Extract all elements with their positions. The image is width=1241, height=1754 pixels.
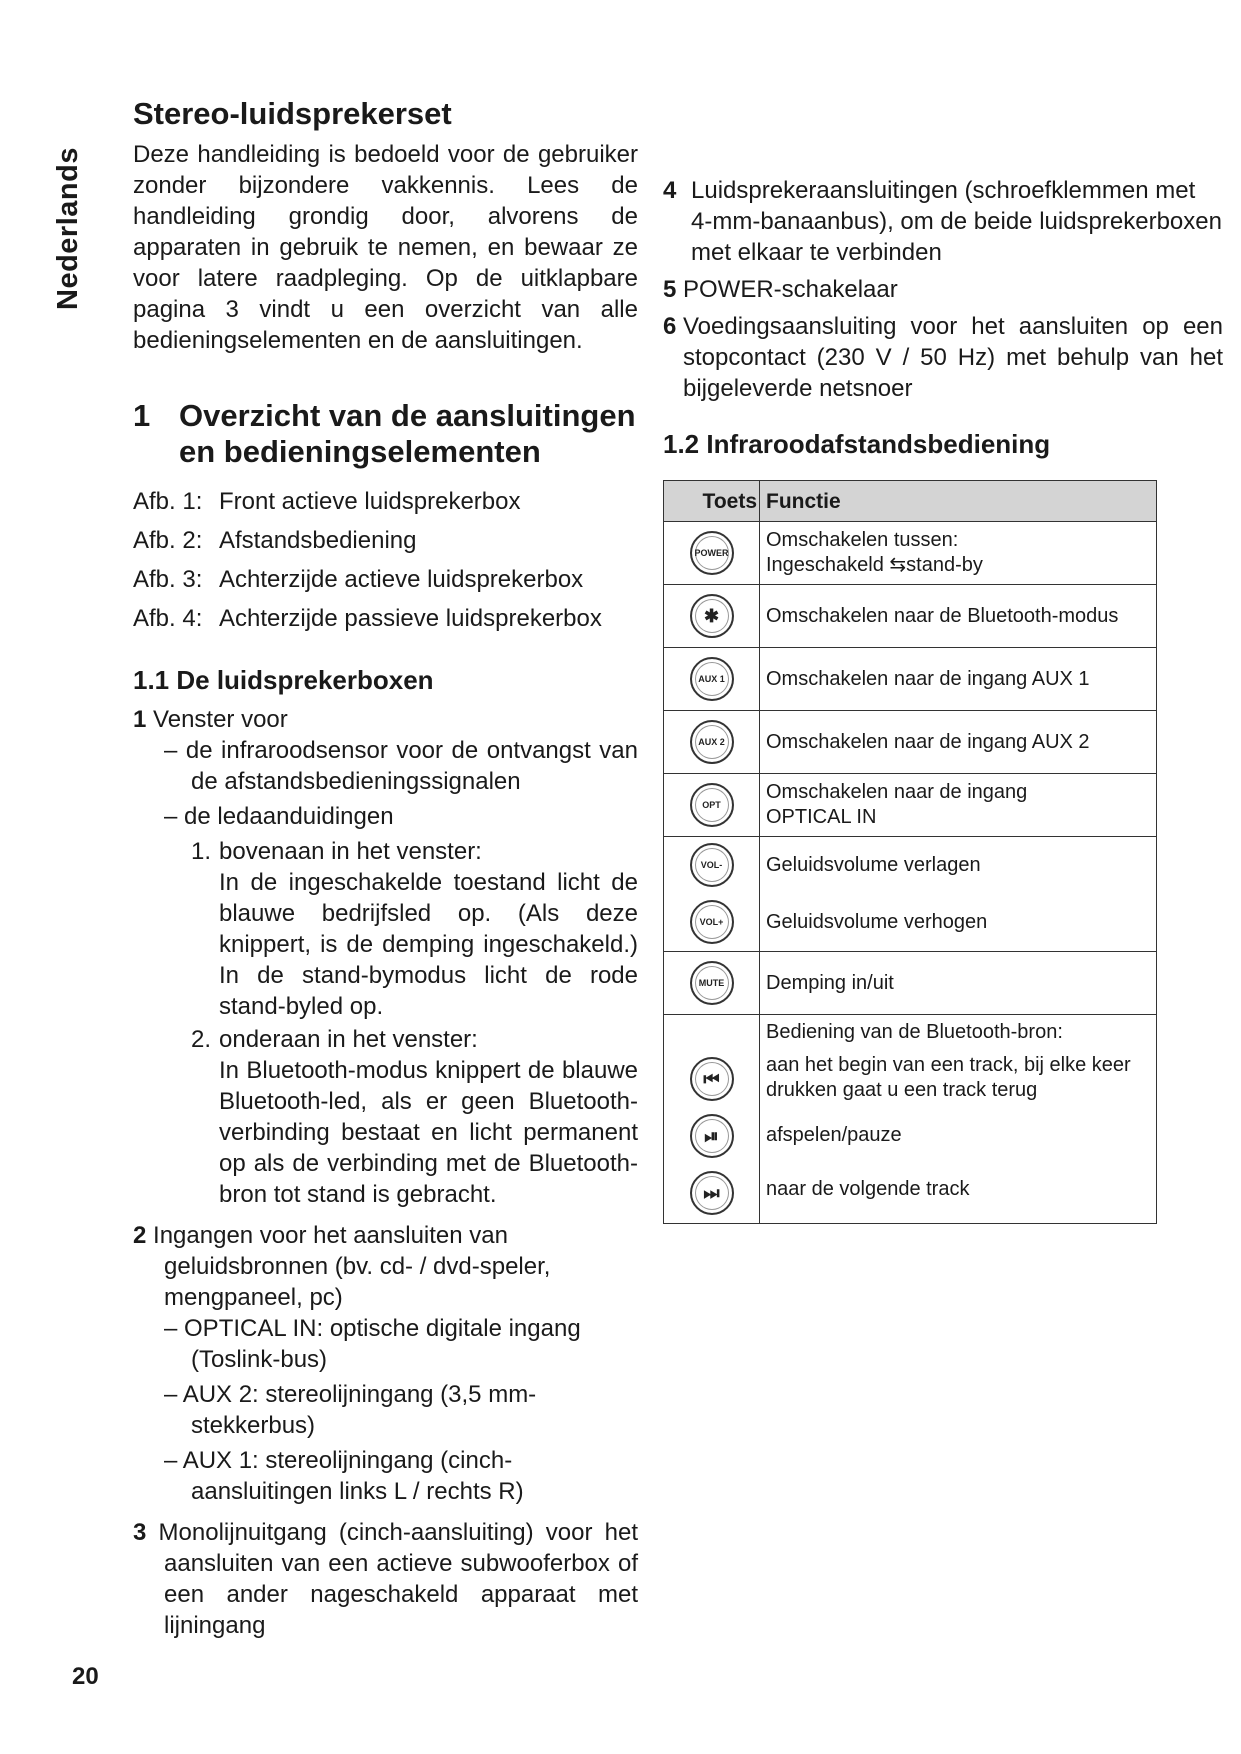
table-row: AUX 2 Omschakelen naar de ingang AUX 2 — [664, 711, 1157, 774]
item-4: 4 Luidsprekeraansluitingen (schroefklemmen met 4-mm-banaanbus), om de beide luidsprekerboxen met elkaar te verbinden — [663, 177, 1222, 266]
figure-ref: Afb. 1: Front actieve luidsprekerbox — [133, 488, 521, 515]
figure-ref: Afb. 4: Achterzijde passieve luidsprekerbox — [133, 605, 602, 632]
volume-down-button-icon: VOL- — [690, 843, 734, 887]
section-1-title: Overzicht van de aansluitingen en bedieningselementen — [179, 398, 636, 469]
table-row: ✱ Omschakelen naar de Bluetooth-modus — [664, 585, 1157, 648]
table-row: POWER Omschakelen tussen: Ingeschakeld ⇆stand-by — [664, 522, 1157, 585]
section-1-2-heading: 1.2 Infraroodafstandsbediening — [663, 429, 1051, 459]
power-button-icon: POWER — [690, 531, 734, 575]
item-2-dash-3: – AUX 1: stereolijningang (cinch-aansluitingen links L / rechts R) — [164, 1447, 524, 1505]
opt-button-icon: OPT — [690, 783, 734, 827]
item-2: 2 Ingangen voor het aansluiten van geluidsbronnen (bv. cd- / dvd-speler, mengpaneel, pc) – OPTICAL IN: optische digitale ingang (Toslink-bus) – AUX 2: stereolijningang (3,5 mm-stekkerbus) – AUX 1: stereolijningang (cinch-aansluitingen links L / rechts R) — [133, 1220, 638, 1507]
previous-track-icon: ⏮ — [690, 1057, 734, 1101]
item-2-dash-1: – OPTICAL IN: optische digitale ingang (Toslink-bus) — [164, 1315, 581, 1373]
table-row: OPT Omschakelen naar de ingang OPTICAL IN — [664, 774, 1157, 837]
aux2-button-icon: AUX 2 — [690, 720, 734, 764]
volume-up-button-icon: VOL+ — [690, 900, 734, 944]
item-2-dash-2: – AUX 2: stereolijningang (3,5 mm-stekkerbus) — [164, 1381, 537, 1439]
table-header-row — [664, 481, 1157, 522]
table-row: VOL- Geluidsvolume verlagen — [664, 837, 1157, 894]
item-6: 6 Voedingsaansluiting voor het aansluiten op een stopcontact (230 V / 50 Hz) met behulp van het bijgeleverde netsnoer — [663, 313, 1223, 402]
page-title: Stereo-luidsprekerset — [133, 96, 452, 131]
figure-ref: Afb. 3: Achterzijde actieve luidsprekerbox — [133, 566, 584, 593]
next-track-icon: ⏭ — [690, 1171, 734, 1215]
table-row: MUTE Demping in/uit — [664, 952, 1157, 1015]
section-1-heading — [133, 398, 638, 470]
mute-button-icon: MUTE — [690, 961, 734, 1005]
section-1-1-heading: 1.1 De luidsprekerboxen — [133, 665, 434, 695]
figure-ref: Afb. 2: Afstandsbediening — [133, 527, 417, 554]
section-1-number: 1 — [133, 398, 151, 433]
item-5: 5 POWER-schakelaar — [663, 276, 898, 303]
item-1: 1 Venster voor – de infraroodsensor voor de ontvangst van de afstandsbedieningssignalen – de ledaanduidingen 1. bovenaan in het venster: In de ingeschakelde toestand licht de blauwe bedrijfsled op. (Als deze knippert, is de demping ingeschakeld.) In de stand-bymodus licht de rode stand-byled op. 2. onderaan in het venster: In Bluetooth-modus knippert de blauwe Bluetooth-led, als er geen Bluetooth-verbinding bestaat en licht permanent op als de verbinding met de Bluetooth-bron tot stand is gebracht. — [133, 706, 638, 1208]
item-1-sub-2: 2. onderaan in het venster: In Bluetooth-modus knippert de blauwe Bluetooth-led, als er geen Bluetooth-verbinding bestaat en licht permanent op als de verbinding met de Bluetooth-bron tot stand is gebracht. — [191, 1026, 638, 1208]
col-key-header: Toets — [664, 481, 760, 522]
col-function-header: Functie — [760, 481, 1157, 522]
intro-paragraph: Deze handleiding is bedoeld voor de gebruiker zonder bijzondere vakkennis. Lees de handleiding grondig door, alvorens de apparaten in gebruik te nemen, en bewaar ze voor latere raadpleging. Op de uitklapbare pagina 3 vindt u een overzicht van alle bedieningselementen en de aansluitingen. — [133, 141, 638, 354]
right-column — [663, 100, 1223, 1224]
bluetooth-button-icon: ✱ — [690, 594, 734, 638]
item-1-dash-1: – de infraroodsensor voor de ontvangst van de afstandsbedieningssignalen — [164, 737, 638, 795]
table-row: VOL+ Geluidsvolume verhogen — [664, 894, 1157, 952]
item-1-dash-2: – de ledaanduidingen — [164, 803, 394, 830]
aux1-button-icon: AUX 1 — [690, 657, 734, 701]
item-3: 3 Monolijnuitgang (cinch-aansluiting) voor het aansluiten van een actieve subwooferbox of een ander nageschakeld apparaat met lijningang — [133, 1519, 638, 1639]
table-row: AUX 1 Omschakelen naar de ingang AUX 1 — [664, 648, 1157, 711]
table-row-bluetooth-control: ⏮ ⏯ ⏭ Bediening van de Bluetooth-bron: aan het begin van een track, bij elke keer drukken gaat u een track terug afspelen/pauze naar de volgende track — [664, 1015, 1157, 1224]
remote-control-table — [663, 480, 1157, 1224]
page-number: 20 — [72, 1663, 99, 1690]
item-1-sub-1: 1. bovenaan in het venster: In de ingeschakelde toestand licht de blauwe bedrijfsled op. (Als deze knippert, is de demping ingeschakeld.) In de stand-bymodus licht de rode stand-byled op. — [191, 838, 638, 1020]
left-column — [133, 95, 638, 1641]
play-pause-icon: ⏯ — [690, 1114, 734, 1158]
